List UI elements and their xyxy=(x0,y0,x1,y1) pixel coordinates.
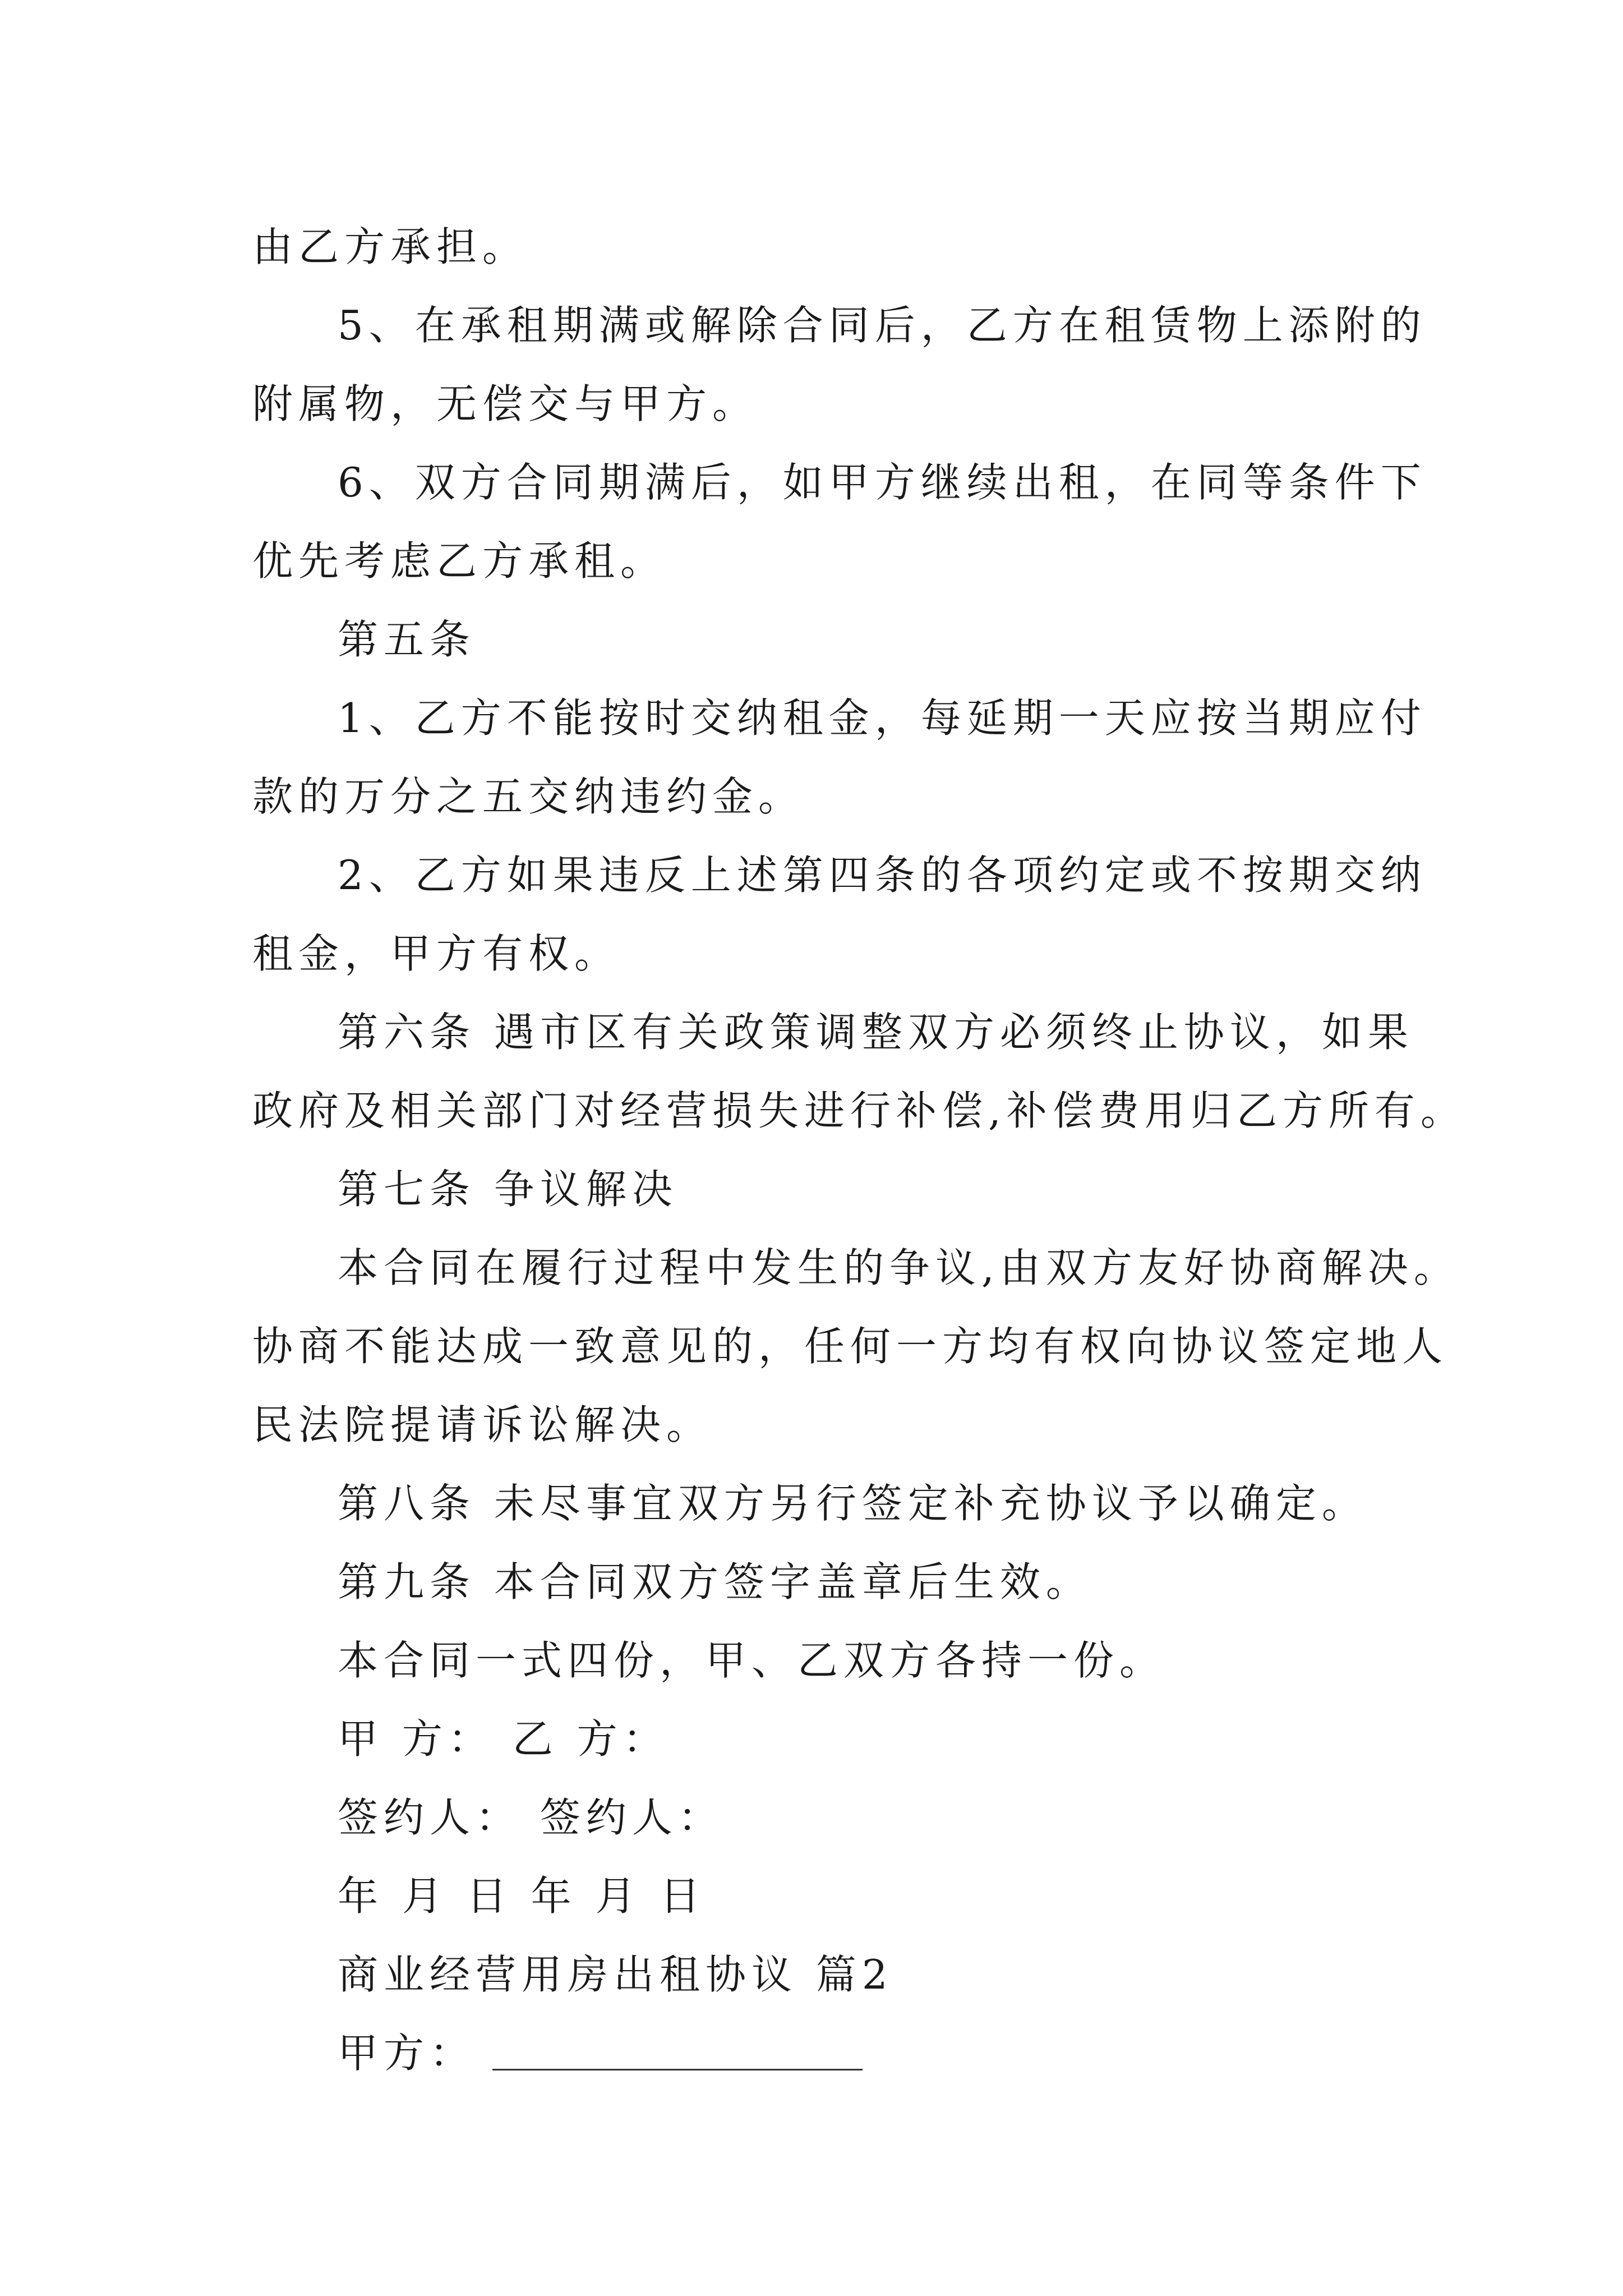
paragraph-line: 租金，甲方有权。 xyxy=(252,930,621,977)
party-a-blank xyxy=(492,2035,863,2070)
article-6: 第六条 遇市区有关政策调整双方必须终止协议，如果 xyxy=(338,1009,1414,1056)
clause-item-2: 2、乙方如果违反上述第四条的各项约定或不按期交纳 xyxy=(338,852,1427,899)
article-heading-7: 第七条 争议解决 xyxy=(338,1166,678,1213)
signatory-labels: 签约人： 签约人： xyxy=(338,1794,724,1841)
article-heading-5: 第五条 xyxy=(338,616,476,663)
party-labels: 甲 方： 乙 方： xyxy=(338,1715,669,1763)
clause-item-6: 6、双方合同期满后，如甲方继续出租，在同等条件下 xyxy=(338,459,1427,506)
party-a-line xyxy=(252,2014,1385,2092)
clause-item-1: 1、乙方不能按时交纳租金，每延期一天应按当期应付 xyxy=(338,694,1427,742)
section-title: 商业经营用房出租协议 篇2 xyxy=(338,1951,893,1998)
paragraph-line: 优先考虑乙方承租。 xyxy=(252,537,667,585)
date-labels: 年 月 日 年 月 日 xyxy=(338,1872,706,1920)
party-a-label: 甲方： xyxy=(338,2030,476,2077)
copies-statement: 本合同一式四份，甲、乙双方各持一份。 xyxy=(338,1637,1166,1684)
paragraph-line: 款的万分之五交纳违约金。 xyxy=(252,773,805,820)
paragraph-line: 本合同在履行过程中发生的争议,由双方友好协商解决。 xyxy=(338,1244,1460,1291)
paragraph-line: 协商不能达成一致意见的，任何一方均有权向协议签定地人 xyxy=(252,1323,1449,1370)
clause-item-5: 5、在承租期满或解除合同后，乙方在租赁物上添附的 xyxy=(338,302,1427,349)
article-8: 第八条 未尽事宜双方另行签定补充协议予以确定。 xyxy=(338,1480,1368,1527)
document-body xyxy=(252,208,1467,2092)
paragraph-line: 由乙方承担。 xyxy=(252,223,529,270)
article-9: 第九条 本合同双方签字盖章后生效。 xyxy=(338,1558,1092,1605)
paragraph-line: 附属物，无偿交与甲方。 xyxy=(252,380,759,427)
paragraph-line: 政府及相关部门对经营损失进行补偿,补偿费用归乙方所有。 xyxy=(252,1087,1467,1134)
paragraph-line: 民法院提请诉讼解决。 xyxy=(252,1401,713,1448)
